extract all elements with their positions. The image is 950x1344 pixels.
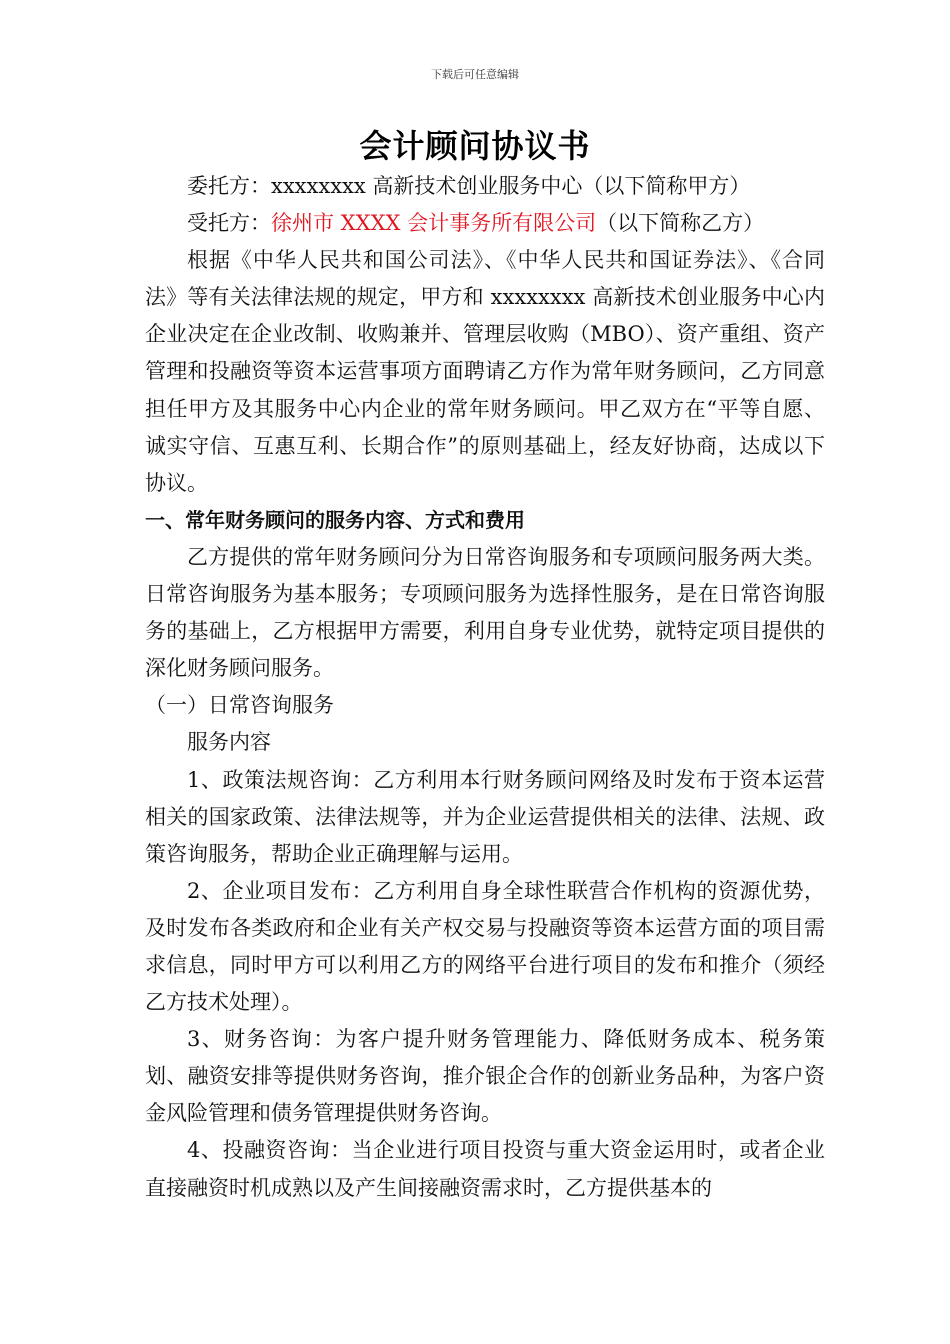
contractor-company: 徐州市 XXXX 会计事务所有限公司 — [271, 211, 597, 236]
header-note: 下载后可任意编辑 — [431, 68, 519, 81]
client-value: xxxxxxxx 高新技术创业服务中心（以下简称甲方） — [271, 174, 751, 198]
service-item-1: 1、政策法规咨询：乙方利用本行财务顾问网络及时发布于资本运营相关的国家政策、法律法规等，并为企业运营提供相关的法律、法规、政策咨询服务，帮助企业正确理解与运用。 — [145, 767, 825, 866]
contractor-suffix: （以下简称乙方） — [596, 211, 765, 236]
contractor-line — [145, 205, 825, 242]
contractor-label: 受托方： — [187, 211, 271, 236]
document-body — [145, 168, 825, 1207]
service-item-4: 4、投融资咨询：当企业进行项目投资与重大资金运用时，或者企业直接融资时机成熟以及产生间接融资需求时，乙方提供基本的 — [145, 1138, 825, 1200]
subsection-heading: （一）日常咨询服务 — [145, 693, 334, 718]
client-line — [145, 168, 825, 205]
service-item-3: 3、财务咨询：为客户提升财务管理能力、降低财务成本、税务策划、融资安排等提供财务咨询，推介银企合作的创新业务品种，为客户资金风险管理和债务管理提供财务咨询。 — [145, 1027, 825, 1126]
document-title: 会计顾问协议书 — [359, 127, 591, 165]
service-content-label: 服务内容 — [187, 730, 271, 755]
service-item-2: 2、企业项目发布：乙方利用自身全球性联营合作机构的资源优势，及时发布各类政府和企业有关产权交易与投融资等资本运营方面的项目需求信息，同时甲方可以利用乙方的网络平台进行项目的发布和推介（须经乙方技术处理）。 — [145, 878, 825, 1015]
section1-heading: 一、常年财务顾问的服务内容、方式和费用 — [145, 507, 525, 532]
client-label: 委托方： — [187, 174, 271, 198]
section1-paragraph: 乙方提供的常年财务顾问分为日常咨询服务和专项顾问服务两大类。日常咨询服务为基本服务；专项顾问服务为选择性服务，是在日常咨询服务的基础上，乙方根据甲方需要，利用自身专业优势，就特定项目提供的深化财务顾问服务。 — [145, 544, 825, 681]
intro-paragraph: 根据《中华人民共和国公司法》、《中华人民共和国证券法》、《合同法》等有关法律法规的规定，甲方和 xxxxxxxx 高新技术创业服务中心内企业决定在企业改制、收购兼并、管理层收购（MBO）、资产重组、资产管理和投融资等资本运营事项方面聘请乙方作为常年财务顾问，乙方同意担任甲方及其服务中心内企业的常年财务顾问。甲乙双方在“平等自愿、诚实守信、互惠互利、长期合作”的原则基础上，经友好协商，达成以下协议。 — [145, 248, 825, 495]
